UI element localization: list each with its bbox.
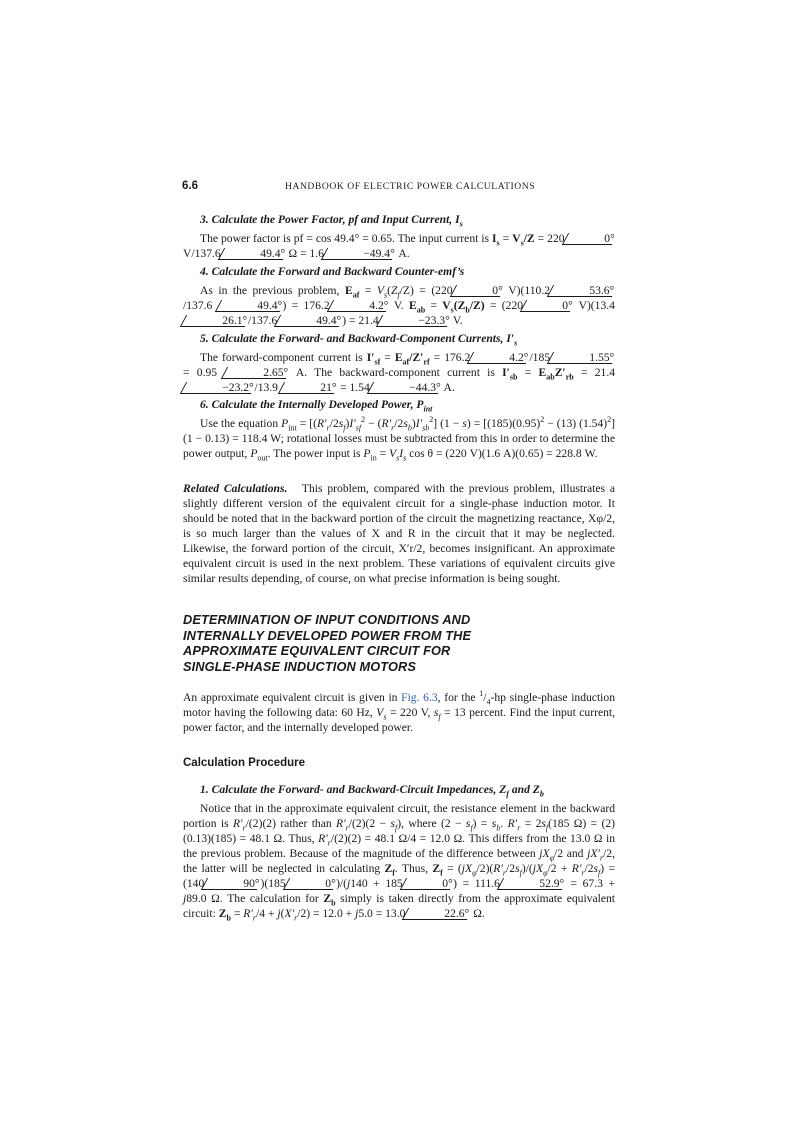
page-header — [182, 180, 614, 196]
section-title-line: INTERNALLY DEVELOPED POWER FROM THE — [183, 627, 472, 643]
problem-statement — [183, 690, 615, 735]
step-3-title: 3. Calculate the Power Factor, pf and Input Current, $I_s$ — [200, 213, 463, 229]
step-5-body: The forward-component current is $I'_{sf} = E_{af}/Z'_{rf} = 176.2$ 4.2°/185 1.55° = 0.95 2.65° A. The backward-component current is $I'_{sb} = E_{ab}Z'_{rb} = 21.4-23.2^\circ/13.9$ 21° = 1.54 −44.3° A. — [183, 350, 615, 395]
running-head: HANDBOOK OF ELECTRIC POWER CALCULATIONS — [285, 181, 536, 192]
related-text: This problem, compared with the previous problem, illustrates a slightly different version of the equivalent circuit for a single-phase induction motor. It should be noted that in the backward portion of the circuit the magnetizing reactance, Xφ/2, is so much larger than the values of X and R in the circuit that it may be neglected. Likewise, the forward portion of the circuit, X′r/2, becomes insignificant. An approximate equivalent circuit is used in the next problem. These variations of equivalent circuits give similar results depending, of course, on what precise information is being sought. — [183, 482, 615, 585]
related-label: Related Calculations. — [183, 482, 288, 495]
step-3 — [183, 212, 615, 261]
problem-statement-paragraph: An approximate equivalent circuit is given in Fig. 6.3, for the $^1/_4-hp$ single-phase induction motor having the following data: 60 Hz, $V_s = 220$ V, $s_f = 13$ percent. Find the input current, power factor, and the internally developed power. — [183, 689, 616, 734]
procedure-step-1-title: 1. Calculate the Forward- and Backward-Circuit Impedances, $Z_f$ and $Z_b$ — [200, 783, 544, 799]
step-6 — [183, 397, 615, 461]
step-5 — [183, 331, 615, 395]
page-number: 6.6 — [182, 180, 198, 192]
step-4 — [183, 264, 615, 328]
step-3-body: The power factor is pf = cos 49.4° = 0.65. The input current is $I_s = V_s/Z = 220$ 0° V/137.6 49.4° Ω = 1.6 −49.4° A. — [183, 231, 615, 261]
section-title-line: SINGLE-PHASE INDUCTION MOTORS — [183, 658, 417, 674]
related-calculations-paragraph — [183, 481, 615, 586]
step-6-title: 6. Calculate the Internally Developed Power, $P_{int}$ — [200, 398, 433, 414]
related-calculations — [183, 481, 615, 586]
section-title — [183, 612, 613, 674]
step-5-title: 5. Calculate the Forward- and Backward-Component Currents, $I'_s$ — [200, 332, 518, 348]
figure-link[interactable]: Fig. 6.3 — [401, 691, 438, 704]
step-4-body: As in the previous problem, $E_{af} = V_s(Z_f/Z) = (220$ 0° V)(110.2 53.6°/137.6 49.4°) = 176.2 4.2° V. $E_{ab} = V_s(Z_b/Z) = (220$ 0° V)(13.426.1°/137.6 49.4°) = 21.4 −23.3° V. — [183, 283, 615, 328]
procedure-step-1 — [183, 782, 615, 921]
procedure-heading: Calculation Procedure — [183, 757, 306, 769]
procedure-step-1-body: Notice that in the approximate equivalent circuit, the resistance element in the backward portion is $R'_r/(2)(2)$ rather than $R'_r/(2)(2 - s_f)$, where $(2 - s_f) = s_b$. $R'_r = 2s_f(185$ Ω) = (2)(0.13)(185) = 48.1 Ω. Thus, $R'_r/(2)(2) = 48.1$ Ω/4 = 12.0 Ω. This differs from the 13.0 Ω in the previous problem. Because of the magnitude of the difference between $jX_\varphi/2$ and $jX'_r/2$, the latter will be neglected in calculating $Z_f$. Thus, $Z_f = (jX_\varphi/2)(R'_r/2s_f)/(jX_\varphi/2 + R'_r/2s_f) = (140$ 90°)(185 0°)/(j140 + 185 0°) = 111.6 52.9° = 67.3 + j89.0 Ω. The calculation for $Z_b$ simply is taken directly from the approximate equivalent circuit: $Z_b = R'_r/4 + j(X'_r/2) = 12.0 + j5.0 = 13.0$ 22.6° Ω. — [183, 802, 616, 923]
section-title-line: DETERMINATION OF INPUT CONDITIONS AND — [183, 612, 471, 627]
step-6-body: Use the equation $P_{int} = [(R'_r/2s_f)I'_{sf}^2 - (R'_r/2s_b)I'_{sb}^2] (1 - s) = [(185)(0.95)^2 - (13) (1.54)^2](1 - 0.13) = 118.4$ W; rotational losses must be subtracted from this in order to determine the power output, $P_{out}$. The power input is $P_{in} = V_sI_s$ cos θ = (220 V)(1.6 A)(0.65) = 228.8 W. — [183, 415, 616, 463]
step-4-title: 4. Calculate the Forward and Backward Counter-emf’s — [200, 265, 465, 278]
section-title-line: APPROXIMATE EQUIVALENT CIRCUIT FOR — [183, 643, 451, 658]
